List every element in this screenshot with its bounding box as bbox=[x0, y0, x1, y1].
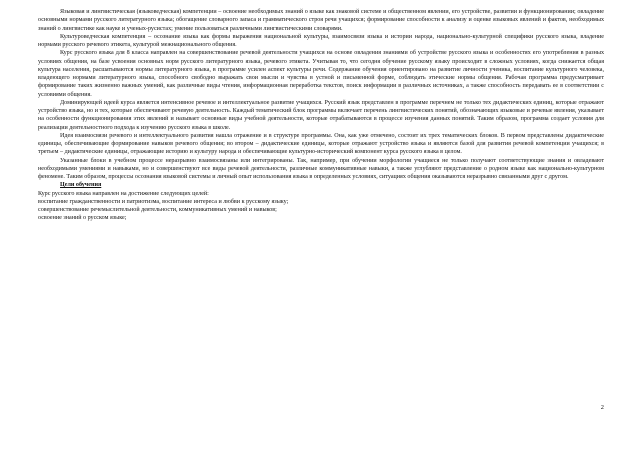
paragraph-dominant-idea: Доминирующей идеей курса является интенсивное речевое и интеллектуальное развитие учащихся. Русский язык представлен в программе перечнем не только тех дидактических единиц, которые отражают устройство языка, но и тех, которые обеспечивают речевую деятельность. Каждый тематический блок программы включает перечень лингвистических понятий, обозначающих языковые и речевые явления, указывает на особенности функционирования этих явлений и называет основные виды учебной деятельности, которые отрабатываются в процессе изучения данных понятий. Таким образом, программа создает условия для реализации деятельностного подхода к изучению русского языка в школе. bbox=[38, 99, 604, 131]
goals-heading: Цели обучения bbox=[60, 182, 102, 189]
goal-item: освоение знаний о русском языке; bbox=[38, 215, 127, 222]
goals-intro: Курс русского языка направлен на достижение следующих целей: bbox=[38, 190, 209, 197]
document-page bbox=[38, 8, 604, 428]
page-number: 2 bbox=[600, 404, 604, 411]
paragraph-cultural-competence: Культуроведческая компетенция – осознание языка как формы выражения национальной культуры, взаимосвязи языка и истории народа, национально-культурной специфики русского языка, владение нормами русского речевого этикета, культурой межнационального общения. bbox=[38, 33, 604, 48]
goal-item: совершенствование речемыслительной деятельности, коммуникативных умений и навыков; bbox=[38, 207, 277, 213]
goal-item: воспитание гражданственности и патриотизма, воспитание интереса и любви к русскому языку; bbox=[38, 198, 289, 205]
paragraph-linguistic-competence: Языковая и лингвистическая (языковедческая) компетенции – освоение необходимых знаний о языке как знаковой системе и общественном явлении, его устройстве, развитии и функционировании; овладение основными нормами русского литературного языка; обогащение словарного запаса и грамматического строя речи учащихся; формирование способности к анализу и оценке языковых явлений и фактов, необходимых знаний о лингвистике как науке и ученых-русистах; умение пользоваться различными лингвистическими словарями. bbox=[38, 9, 604, 32]
paragraph-program-structure: Идея взаимосвязи речевого и интеллектуального развития нашла отражение и в структуре программы. Она, как уже отмечено, состоит их трех тематических блоков. В первом представлены дидактические единицы, обеспечивающие формирование навыков речевого общения; во втором – дидактические единицы, которые отражают устройство языка и являются базой для развития речевой компетенции учащихся; в третьем – дидактические единицы, отражающие историю и культуру народа и обеспечивающие культурно-исторический компонент курса русского языка в целом. bbox=[38, 132, 604, 156]
paragraph-course-description: Курс русского языка для 8 класса направлен на совершенствование речевой деятельности учащихся на основе овладения знаниями об устройстве русского языка и особенностях его употребления в разных условиях общения, на базе усвоения основных норм русского литературного языка, речевого этикета. Учитывая то, что сегодня обучение русскому языку происходит в сложных условиях, когда снижается общая культура населения, расшатываются нормы литературного языка, в программе усилен аспект культуры речи. Содержание обучения ориентировано на развитие личности ученика, воспитание культурного человека, владеющего нормами литературного языка, способного свободно выражать свои мысли и чувства в устной и письменной форме, соблюдать этические нормы общения. Рабочая программа предусматривает формирование таких жизненно важных умений, как различные виды чтения, информационная переработка текстов, поиск информации в различных источниках, а также способность передавать ее в соответствии с условиями общения. bbox=[38, 50, 604, 98]
paragraph-block-integration: Указанные блоки в учебном процессе неразрывно взаимосвязаны или интегрированы. Так, например, при обучении морфологии учащиеся не только получают соответствующие знания и овладевают необходимыми умениями и навыками, но и совершенствуют все виды речевой деятельности, различные коммуникативные навыки, а также углубляют представление о родном языке как национально-культурном феномене. Таким образом, процессы осознания языковой системы и личный опыт использования языка в определенных условиях, ситуациях общения оказываются неразрывно связанными друг с другом. bbox=[38, 157, 604, 180]
